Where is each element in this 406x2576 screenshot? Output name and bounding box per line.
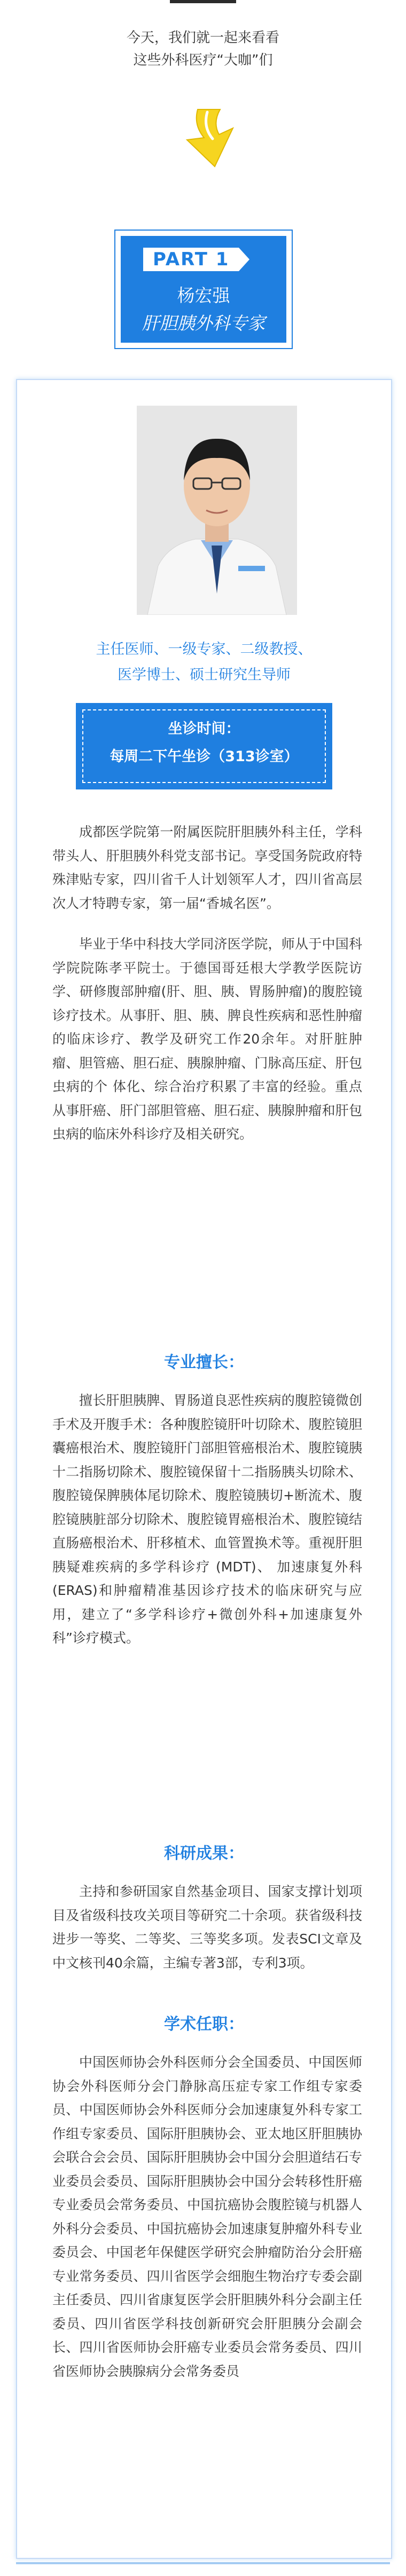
specialty-text: 擅长肝胆胰脾、胃肠道良恶性疾病的腹腔镜微创手术及开腹手术：各种腹腔镜肝叶切除术、腹腔镜胆 囊癌根治术、腹腔镜肝门部胆管癌根治术、腹腔镜胰十二指肠切除术、腹腔镜保留十二指肠胰头切除术、 腹腔镜保脾胰体尾切除术、腹腔镜胰切+断流术、腹腔镜胰脏部分切除术、腹腔镜胃癌根治术、腹腔镜结 直肠癌根治术、肝移植术、血管置换术等。重视肝胆胰疑难疾病的多学科诊疗 (MDT)、 加速康复外科(ERAS)和肿瘤精准基因诊疗技术的临床研究与应用，建立了“多学科诊疗+微创外科+加速康复外科”诊疗模式。 xyxy=(52,1393,362,1646)
clinic-hours-time: 每周二下午坐诊（313诊室） xyxy=(110,748,299,765)
expert-header-card xyxy=(114,230,293,349)
clinic-hours-box xyxy=(76,703,332,789)
top-divider xyxy=(170,0,236,3)
expert-role: 肝胆胰外科专家 xyxy=(142,313,266,334)
doctor-portrait-graphic xyxy=(137,406,297,615)
bio-paragraph-2: 毕业于华中科技大学同济医学院，师从于中国科学院院陈孝平院士。于德国哥廷根大学教学医院访学、研修腹部肿瘤(肝、胆、胰、胃肠肿瘤)的腹腔镜诊疗技术。从事肝、胆、胰、脾良性疾病和恶性肿瘤的临床诊疗、教学及研究工作20余年。对肝脏肿瘤、胆管癌、胆石症、胰腺肿瘤、门脉高压症、肝包虫病的个 体化、综合治疗积累了丰富的经验。重点从事肝癌、肝门部胆管癌、胆石症、胰腺肿瘤和肝包虫病的临床外科诊疗及相关研究。 xyxy=(52,936,362,1142)
expert-header-panel xyxy=(121,236,286,343)
expert-profile-card xyxy=(16,379,392,2559)
part-label: PART 1 xyxy=(143,248,239,271)
bio-paragraph-1: 成都医学院第一附属医院肝胆胰外科主任，学科带头人、肝胆胰外科党支部书记。享受国务院政府特殊津贴专家，四川省千人计划领军人才，四川省高层次人才特聘专家，第一届“香城名医”。 xyxy=(52,824,362,911)
intro-line-1: 今天，我们就一起来看看 xyxy=(126,30,279,46)
research-heading: 科研成果： xyxy=(164,1844,244,1863)
academic-text: 中国医师协会外科医师分会全国委员、中国医师协会外科医师分会门静脉高压症专家工作组专家委员、中国医师协会外科医师分会加速康复外科专家工作组专家委员、国际肝胆胰协会、亚太地区肝胆胰协会联合会会员、国际肝胆胰协会中国分会胆道结石专业委员会委员、国际肝胆胰协会中国分会转移性肝癌专业委员会常务委员、中国抗癌协会腹腔镜与机器人外科分会委员、中国抗癌协会加速康复肿瘤外科专业委员会、中国老年保健医学研究会肿瘤防治分会肝癌专业常务委员、四川省医学会细胞生物治疗专委会副主任委员、四川省康复医学会肝胆胰外科分会副主任委员、四川省医学科技创新研究会肝胆胰分会副会长、四川省医师协会肝癌专业委员会常务委员、四川省医师协会胰腺病分会常务委员 xyxy=(52,2055,362,2379)
intro-text xyxy=(0,27,406,72)
clinic-hours-label: 坐诊时间： xyxy=(168,721,240,737)
doctor-titles-line-2: 医学博士、硕士研究生导师 xyxy=(118,667,291,683)
intro-line-2: 这些外科医疗“大咖”们 xyxy=(133,52,273,68)
bottom-divider xyxy=(16,2562,390,2564)
doctor-portrait-image xyxy=(137,406,297,615)
down-arrow-icon xyxy=(182,107,240,171)
specialty-heading: 专业擅长： xyxy=(164,1353,244,1372)
academic-heading: 学术任职： xyxy=(164,2015,244,2034)
expert-name: 杨宏强 xyxy=(177,285,230,306)
research-text: 主持和参研国家自然基金项目、国家支撑计划项目及省级科技攻关项目等研究二十余项。获省级科技 进步一等奖、二等奖、三等奖多项。发表SCI文章及中文核刊40余篇，主编专著3部，专利3项。 xyxy=(52,1884,362,1971)
doctor-titles-line-1: 主任医师、一级专家、二级教授、 xyxy=(96,641,313,658)
